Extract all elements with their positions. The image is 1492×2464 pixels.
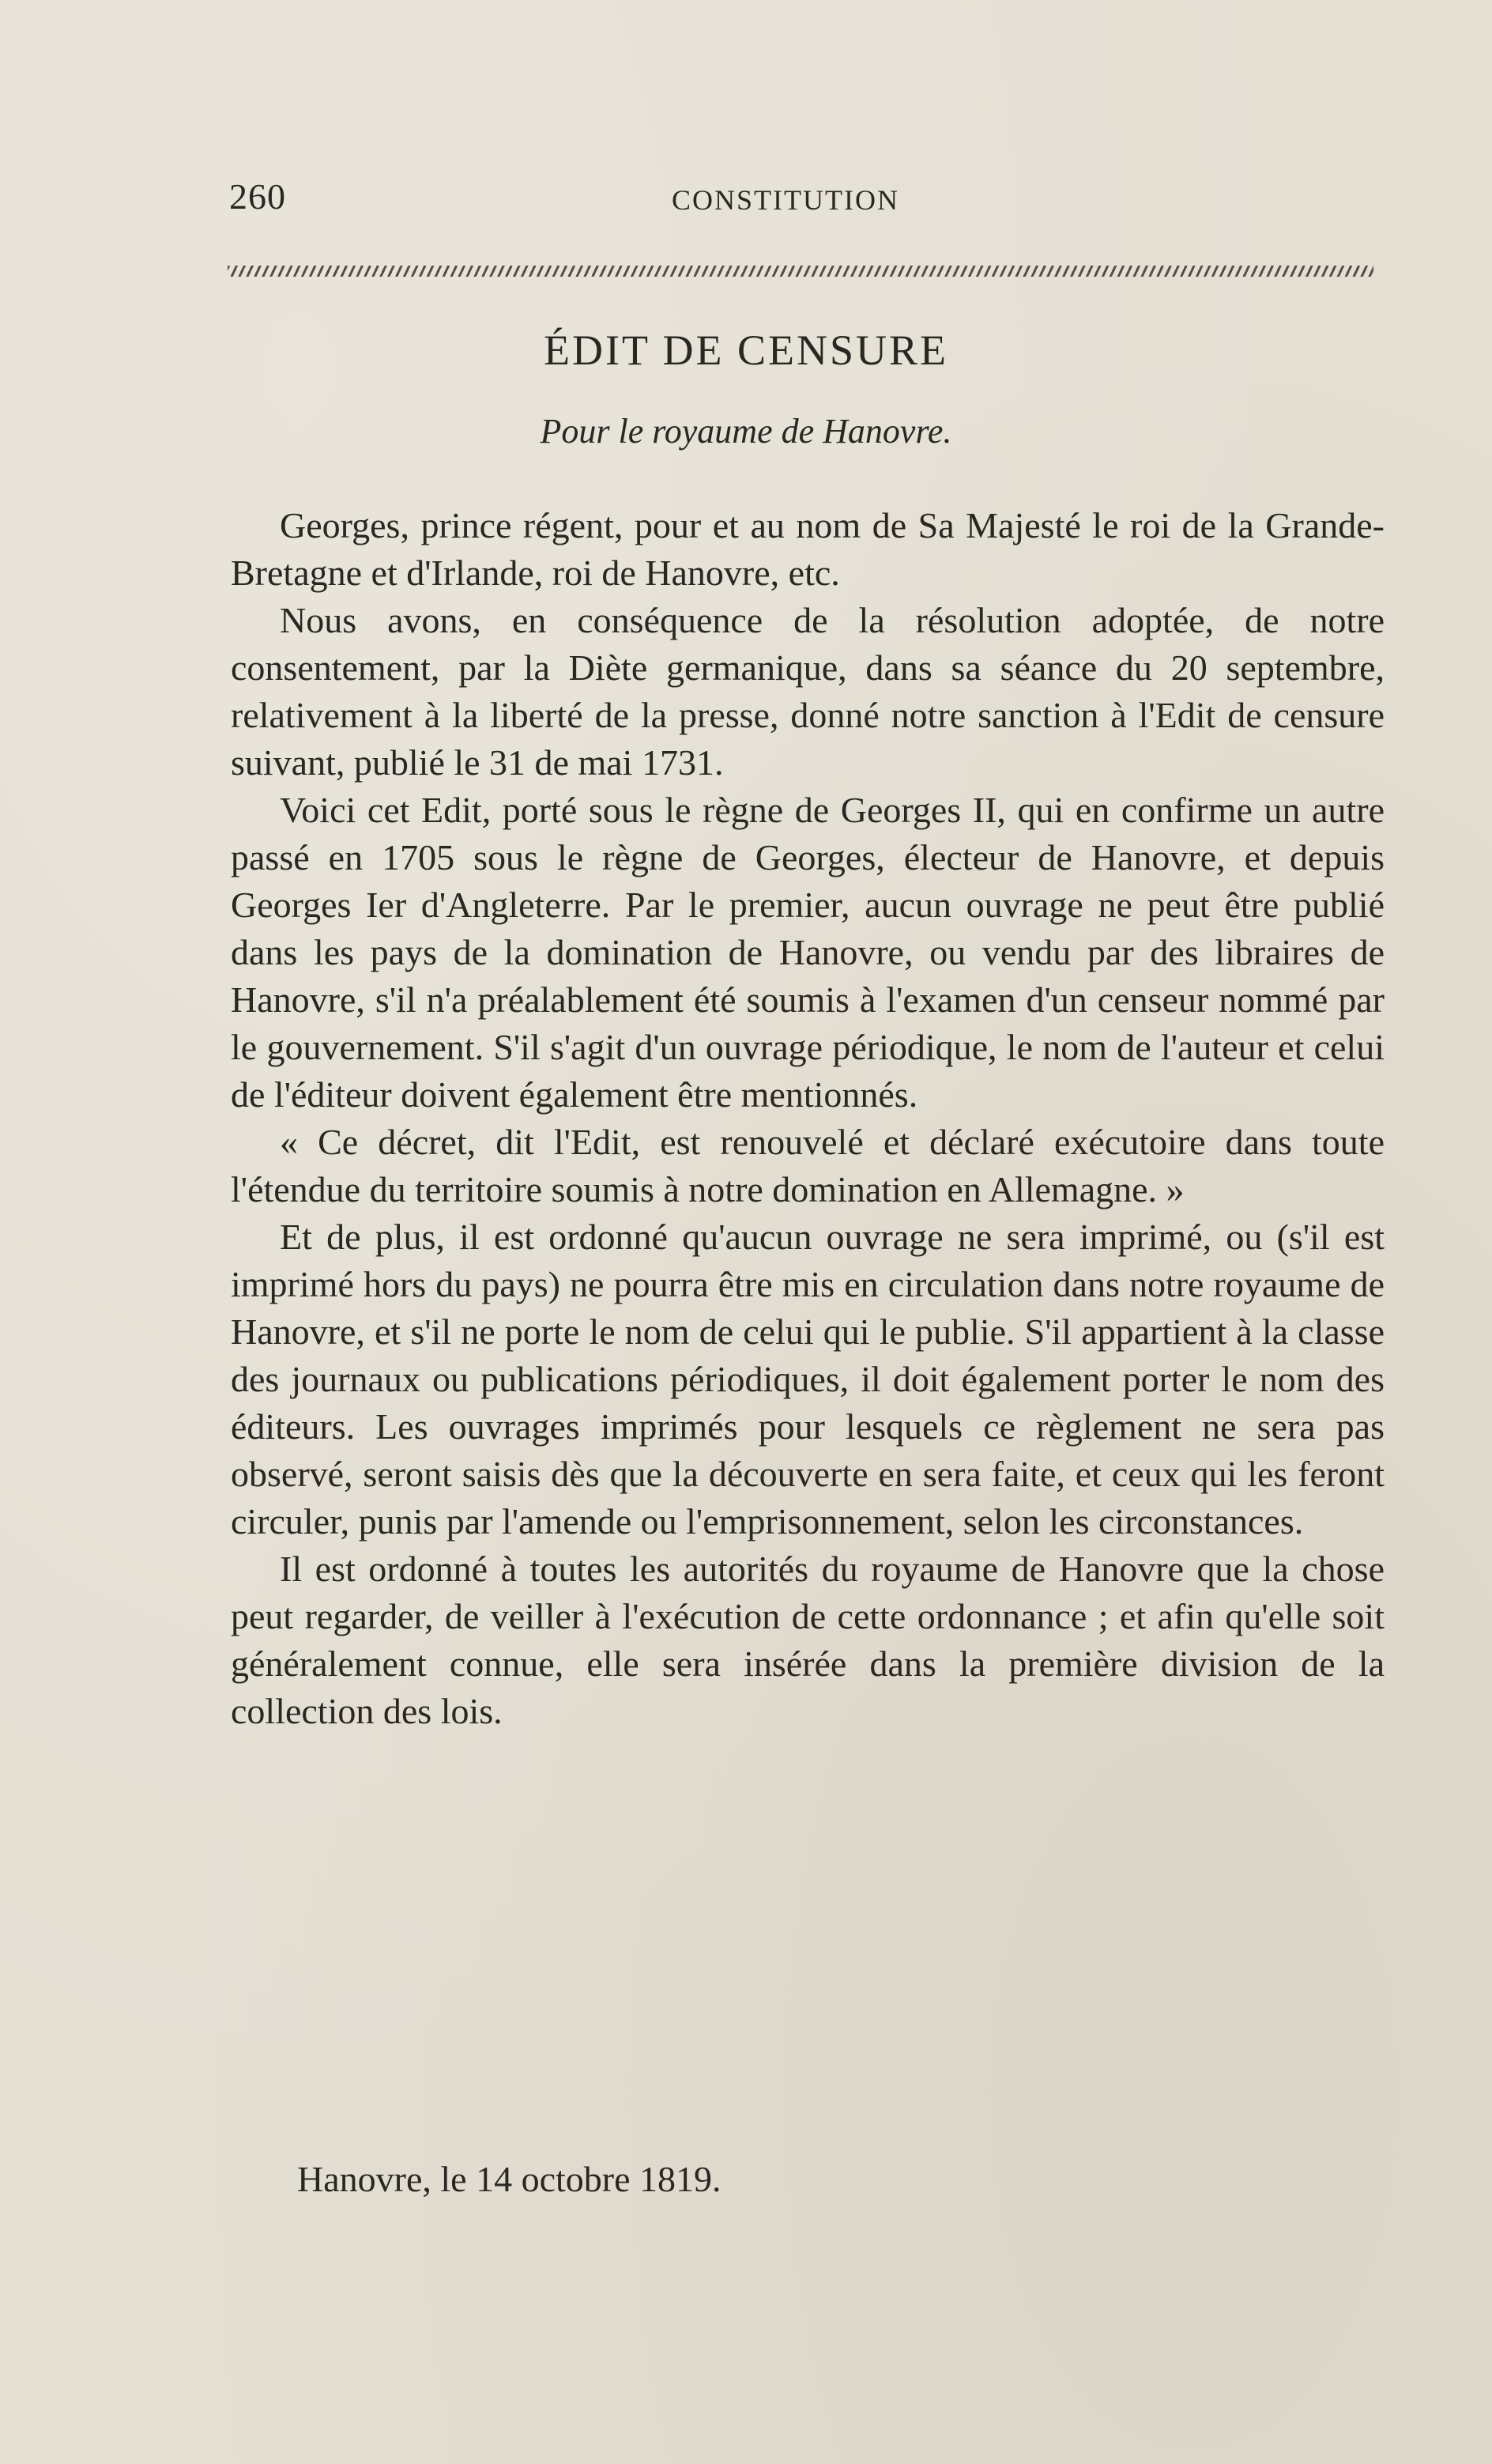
edict-subtitle: Pour le royaume de Hanovre. — [540, 412, 952, 451]
date-signature: Hanovre, le 14 octobre 1819. — [297, 2159, 722, 2199]
paragraph: « Ce décret, dit l'Edit, est renouvelé et déclaré exécutoire dans toute l'étendue du territoire soumis à notre domination en Allemagne. » — [231, 1122, 1385, 1209]
page-number: 260 — [229, 176, 286, 217]
paragraph: Nous avons, en conséquence de la résolution adoptée, de notre consentement, par la Diète germanique, dans sa séance du 20 septembre, relativement à la liberté de la presse, donné notre sanction à l'Edit de censure suivant, publié le 31 de mai 1731. — [231, 600, 1385, 783]
paragraph: Voici cet Edit, porté sous le règne de Georges II, qui en confirme un autre passé en 1705 sous le règne de Georges, électeur de Hanovre, et depuis Georges Ier d'Angleterre. Par le premier, aucun ouvrage ne peut être publié dans les pays de la domination de Hanovre, ou vendu par des libraires de Hanovre, s'il n'a préalablement été soumis à l'examen d'un censeur nommé par le gouvernement. S'il s'agit d'un ouvrage périodique, le nom de l'auteur et celui de l'éditeur doivent également être mentionnés. — [231, 790, 1385, 1115]
ornamental-rule — [228, 266, 1373, 277]
edict-title: ÉDIT DE CENSURE — [544, 326, 948, 374]
paragraph: Georges, prince régent, pour et au nom de Sa Majesté le roi de la Grande-Bretagne et d'Irlande, roi de Hanovre, etc. — [231, 505, 1385, 593]
page-header — [229, 175, 1383, 223]
paragraph: Il est ordonné à toutes les autorités du royaume de Hanovre que la chose peut regarder, de veiller à l'exécution de cette ordonnance ; et afin qu'elle soit généralement connue, elle sera insérée dans la première division de la collection des lois. — [231, 1549, 1385, 1731]
body-text — [231, 502, 1385, 1735]
running-head: CONSTITUTION — [672, 184, 899, 216]
paragraph: Et de plus, il est ordonné qu'aucun ouvrage ne sera imprimé, ou (s'il est imprimé hors du pays) ne pourra être mis en circulation dans notre royaume de Hanovre, et s'il ne porte le nom de celui qui le publie. S'il appartient à la classe des journaux ou publications périodiques, il doit également porter le nom des éditeurs. Les ouvrages imprimés pour lesquels ce règlement ne sera pas observé, seront saisis dès que la découverte en sera faite, et ceux qui les feront circuler, punis par l'amende ou l'emprisonnement, selon les circonstances. — [231, 1217, 1385, 1541]
